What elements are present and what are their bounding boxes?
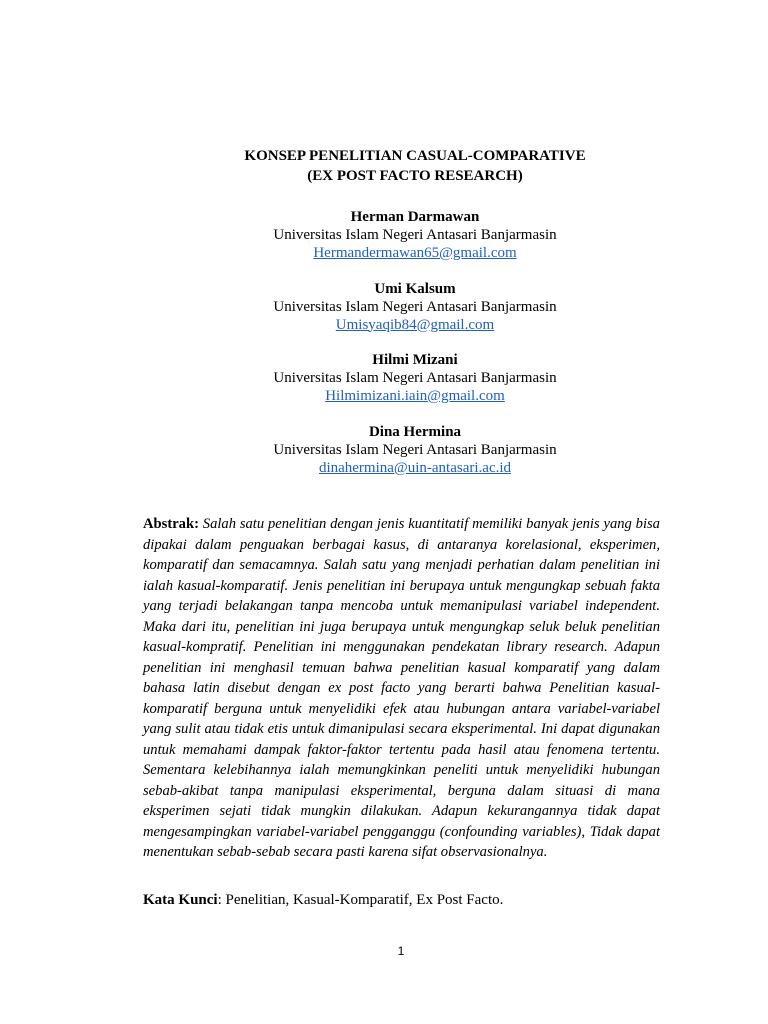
author-list — [0, 208, 768, 494]
author-block — [0, 351, 768, 405]
author-email-link[interactable]: Umisyaqib84@gmail.com — [335, 316, 495, 333]
author-email-link[interactable]: dinahermina@uin-antasari.ac.id — [318, 459, 512, 476]
author-name: Hilmi Mizani — [372, 352, 458, 368]
author-block — [0, 280, 768, 334]
author-block — [0, 208, 768, 262]
author-email-link[interactable]: Hilmimizani.iain@gmail.com — [325, 388, 505, 404]
author-email-link[interactable]: Hermandermawan65@gmail.com — [313, 245, 517, 261]
title-line-2: (EX POST FACTO RESEARCH) — [307, 168, 523, 184]
title-line-1: KONSEP PENELITIAN CASUAL-COMPARATIVE — [244, 148, 586, 164]
author-affiliation: Universitas Islam Negeri Antasari Banjarmasin — [273, 370, 557, 386]
paper-title — [0, 146, 768, 186]
keywords-text: : Penelitian, Kasual-Komparatif, Ex Post Facto. — [217, 892, 504, 908]
author-name: Dina Hermina — [368, 423, 462, 440]
abstract-text: Salah satu penelitian dengan jenis kuantitatif memiliki banyak jenis yang bisa dipakai dalam penguakan berbagai kasus, di antaranya korelasional, eksperimen, komparatif dan semacamnya. Salah satu yang menjadi perhatian dalam penelitian ini ialah kasual-komparatif. Jenis penelitian ini berupaya untuk mengungkap sebuah fakta yang terjadi belakangan tanpa mencoba untuk memanipulasi variabel independent. Maka dari itu, penelitian ini juga berupaya untuk mengungkap seluk beluk penelitian kasual-kompratif. Penelitian ini menggunakan pendekatan library research. Adapun penelitian ini menghasil temuan bahwa penelitian kasual komparatif yang dalam bahasa latin disebut dengan ex post facto yang berarti bahwa Penelitian kasual-komparatif berguna untuk menyelidiki efek atau hubungan antara variabel-variabel yang sulit atau tidak etis untuk dimanipulasi secara eksperimental. Ini dapat digunakan untuk memahami dampak faktor-faktor tertentu pada hasil atau fenomena tertentu. Sementara kelebihannya ialah memungkinkan peneliti untuk menyelidiki hubungan sebab-akibat tanpa manipulasi eksperimental, berguna dalam situasi di mana eksperimen sejati tidak mungkin dilakukan. Adapun kekurangannya tidak dapat mengesampingkan variabel-variabel pengganggu (confounding variables), Tidak dapat menentukan sebab-sebab secara pasti karena sifat observasionalnya. — [143, 516, 660, 860]
author-affiliation: Universitas Islam Negeri Antasari Banjarmasin — [273, 298, 557, 315]
keywords-label: Kata Kunci — [143, 892, 218, 908]
keywords-paragraph — [143, 890, 660, 910]
abstract-paragraph — [143, 514, 660, 863]
author-block — [0, 423, 768, 477]
author-name: Umi Kalsum — [374, 280, 456, 297]
page-number: 1 — [397, 944, 405, 958]
author-affiliation: Universitas Islam Negeri Antasari Banjarmasin — [273, 227, 557, 243]
author-affiliation: Universitas Islam Negeri Antasari Banjarmasin — [273, 441, 557, 458]
author-name: Herman Darmawan — [350, 209, 480, 225]
abstract-label: Abstrak: — [143, 516, 199, 532]
